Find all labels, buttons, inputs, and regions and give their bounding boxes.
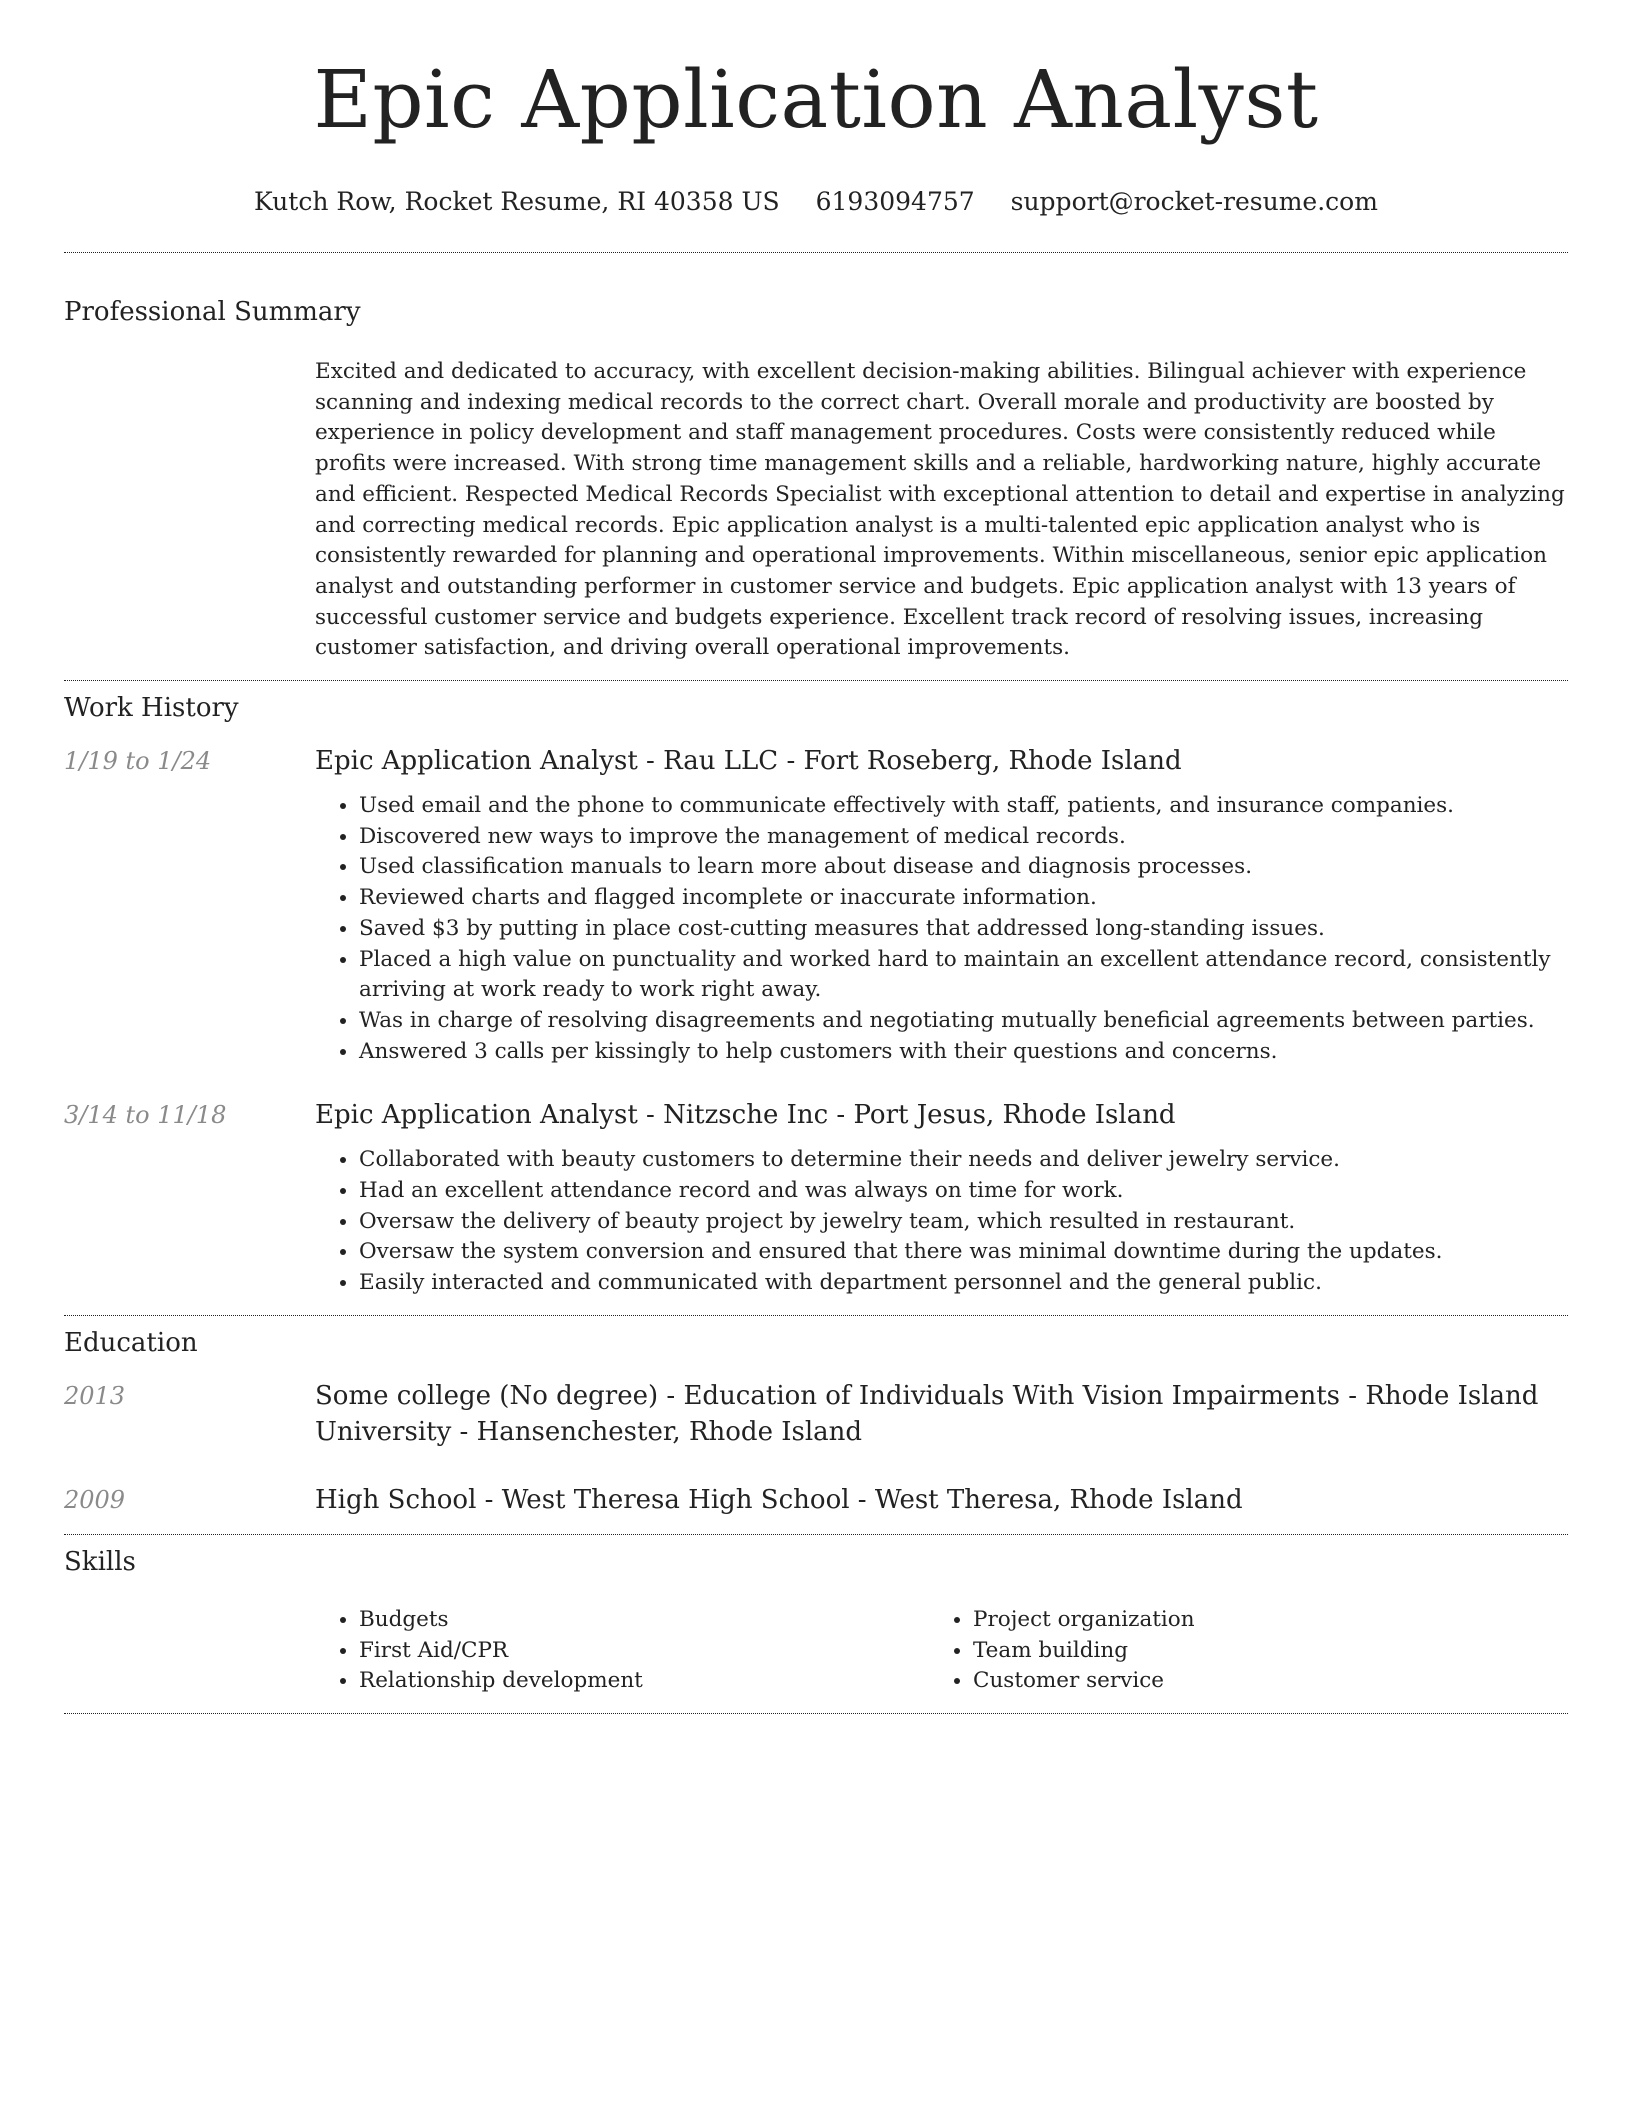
education-year: 2013 [64, 1381, 126, 1410]
skill-item: • Customer service [973, 1666, 1533, 1697]
divider [64, 1713, 1568, 1714]
section-title-summary: Professional Summary [64, 297, 361, 327]
contact-email: support@rocket-resume.com [1010, 187, 1378, 216]
education-entry [64, 1482, 1568, 1518]
resume-title: Epic Application Analyst [313, 53, 1319, 146]
job-body [315, 743, 1568, 1067]
list-item: • Collaborated with beauty customers to determine their needs and deliver jewelry service. [359, 1145, 1568, 1176]
contact-phone: 6193094757 [815, 187, 975, 216]
skill-item: • Relationship development [359, 1666, 929, 1697]
summary-text: Excited and dedicated to accuracy, with excellent decision-making abilities. Bilingual achiever with experience scanning and indexing medical records to the correct chart. Overall morale and productivity are boosted by experience in policy development and staff management procedures. Costs were consistently reduced while profits were increased. With strong time management skills and a reliable, hardworking nature, highly accurate and efficient. Respected Medical Records Specialist with exceptional attention to detail and expertise in analyzing and correcting medical records. Epic application analyst is a multi-talented epic application analyst who is consistently rewarded for planning and operational improvements. Within miscellaneous, senior epic application analyst and outstanding performer in customer service and budgets. Epic application analyst with 13 years of successful customer service and budgets experience. Excellent track record of resolving issues, increasing customer satisfaction, and driving overall operational improvements. [315, 359, 1565, 661]
list-item: • Oversaw the system conversion and ensured that there was minimal downtime during the updates. [359, 1237, 1568, 1268]
divider [64, 680, 1568, 681]
list-item: • Placed a high value on punctuality and worked hard to maintain an excellent attendance record, consistently arriving at work ready to work right away. [359, 945, 1568, 1006]
job-entry [64, 1097, 1568, 1299]
skill-item: • Budgets [359, 1605, 929, 1636]
education-body [315, 1482, 1568, 1518]
divider [64, 1315, 1568, 1316]
list-item: • Oversaw the delivery of beauty project by jewelry team, which resulted in restaurant. [359, 1207, 1568, 1238]
skills-column-right [929, 1605, 1533, 1697]
divider [64, 1534, 1568, 1535]
education-details: - West Theresa High School - West Theresa, Rhode Island [476, 1484, 1243, 1515]
list-item: • Saved $3 by putting in place cost-cutting measures that addressed long-standing issues. [359, 914, 1568, 945]
skills-list [315, 1605, 1568, 1697]
section-title-work: Work History [64, 693, 239, 724]
list-item: • Was in charge of resolving disagreements and negotiating mutually beneficial agreements between parties. [359, 1006, 1568, 1037]
list-item: • Had an excellent attendance record and was always on time for work. [359, 1176, 1568, 1207]
list-item: • Easily interacted and communicated with department personnel and the general public. [359, 1268, 1568, 1299]
education-degree: Some college (No degree) - Education of Individuals With Vision Impairments [315, 1380, 1341, 1411]
education-year: 2009 [64, 1485, 126, 1514]
education-heading [315, 1482, 1568, 1518]
job-bullets [315, 1145, 1568, 1299]
skills-column-left [315, 1605, 929, 1697]
list-item: • Used classification manuals to learn more about disease and diagnosis processes. [359, 852, 1568, 883]
education-details: - Rhode Island University - Hansenchester, Rhode Island [315, 1380, 1539, 1447]
list-item: • Answered 3 calls per kissingly to help customers with their questions and concerns. [359, 1037, 1568, 1068]
resume-page [64, 0, 1568, 1714]
job-entry [64, 743, 1568, 1067]
job-details: - Nitzsche Inc - Port Jesus, Rhode Island [637, 1100, 1176, 1131]
list-item: • Discovered new ways to improve the management of medical records. [359, 822, 1568, 853]
job-heading [315, 743, 1568, 779]
skill-item: • Project organization [973, 1605, 1533, 1636]
job-role: Epic Application Analyst [315, 746, 638, 777]
section-title-skills: Skills [64, 1546, 136, 1577]
job-heading [315, 1097, 1568, 1133]
job-bullets [315, 791, 1568, 1067]
job-dates: 1/19 to 1/24 [64, 747, 212, 776]
education-heading [315, 1378, 1568, 1450]
section-title-education: Education [64, 1327, 198, 1358]
job-role: Epic Application Analyst [315, 1100, 638, 1131]
contact-line [64, 186, 1568, 218]
contact-address: Kutch Row, Rocket Resume, RI 40358 US [254, 187, 780, 216]
education-entry [64, 1378, 1568, 1450]
list-item: • Used email and the phone to communicate effectively with staff, patients, and insurance companies. [359, 791, 1568, 822]
job-details: - Rau LLC - Fort Roseberg, Rhode Island [637, 746, 1182, 777]
skill-item: • First Aid/CPR [359, 1636, 929, 1667]
divider [64, 252, 1568, 253]
education-body [315, 1378, 1568, 1450]
list-item: • Reviewed charts and flagged incomplete or inaccurate information. [359, 883, 1568, 914]
education-degree: High School [315, 1484, 477, 1515]
job-dates: 3/14 to 11/18 [64, 1101, 227, 1130]
job-body [315, 1097, 1568, 1299]
skill-item: • Team building [973, 1636, 1533, 1667]
